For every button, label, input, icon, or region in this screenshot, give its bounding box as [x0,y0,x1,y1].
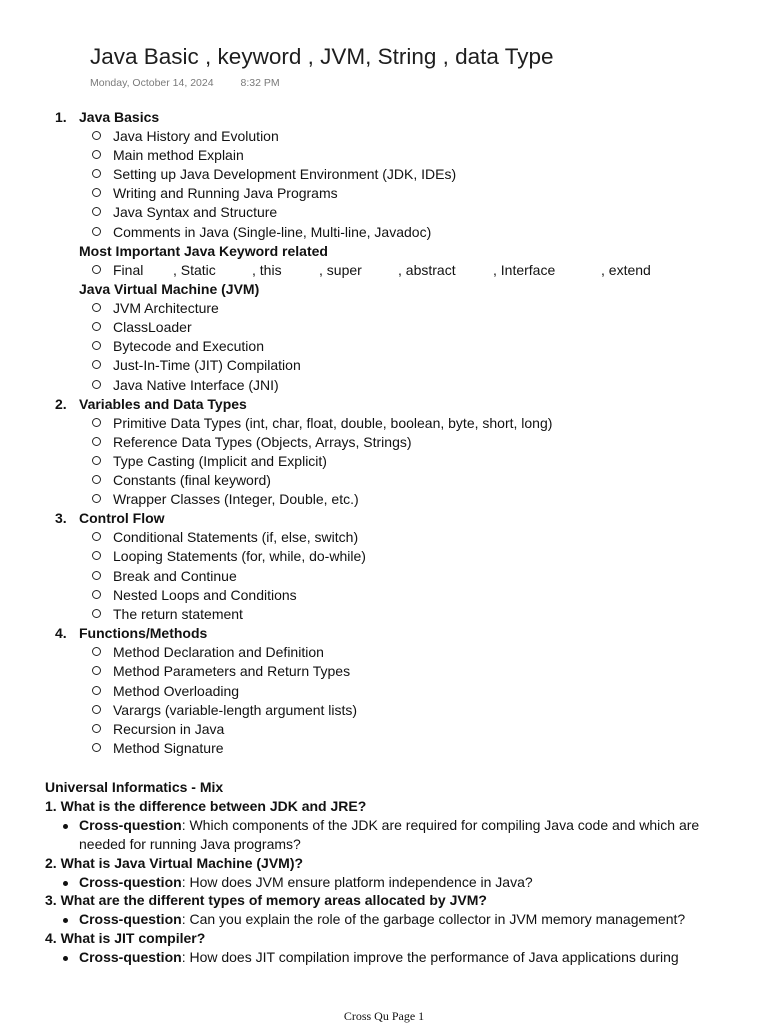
circle-bullet-icon [92,647,101,656]
keyword: , abstract [398,262,456,278]
section-heading: 2. Variables and Data Types [55,396,247,412]
list-item: JVM Architecture [92,299,219,318]
question: 3. What are the different types of memory areas allocated by JVM? [45,892,487,908]
circle-bullet-icon [92,551,101,560]
circle-bullet-icon [92,456,101,465]
cross-question: Cross-question: How does JVM ensure platform independence in Java? [63,873,743,892]
keyword: , super [319,262,362,278]
keyword: , Interface [493,262,556,278]
keywords-heading: Most Important Java Keyword related [79,243,328,259]
circle-bullet-icon [92,227,101,236]
list-item: ClassLoader [92,318,192,337]
keywords-row [92,261,692,280]
circle-bullet-icon [92,322,101,331]
mix-heading: Universal Informatics - Mix [45,779,224,795]
list-item: Type Casting (Implicit and Explicit) [92,452,327,471]
list-item: Nested Loops and Conditions [92,586,297,605]
bullet-dot-icon [63,824,68,829]
list-item: Break and Continue [92,567,237,586]
bullet-dot-icon [63,956,68,961]
jvm-heading: Java Virtual Machine (JVM) [79,281,260,297]
circle-bullet-icon [92,494,101,503]
circle-bullet-icon [92,590,101,599]
list-item: Reference Data Types (Objects, Arrays, Strings) [92,433,412,452]
list-item: Method Overloading [92,682,239,701]
list-item: Java Syntax and Structure [92,203,277,222]
list-item: Comments in Java (Single-line, Multi-line, Javadoc) [92,223,431,242]
question: 2. What is Java Virtual Machine (JVM)? [45,855,304,871]
circle-bullet-icon [92,150,101,159]
cross-question: Cross-question: Can you explain the role of the garbage collector in JVM memory management? [63,910,743,929]
circle-bullet-icon [92,475,101,484]
circle-bullet-icon [92,169,101,178]
circle-bullet-icon [92,188,101,197]
list-item: The return statement [92,605,243,624]
page-time: 8:32 PM [240,77,280,89]
bullet-dot-icon [63,881,68,886]
list-item: Java History and Evolution [92,127,279,146]
list-item: Method Signature [92,739,224,758]
list-item: Bytecode and Execution [92,337,264,356]
circle-bullet-icon [92,265,101,274]
list-item: Looping Statements (for, while, do-while) [92,547,366,566]
circle-bullet-icon [92,532,101,541]
page-date: Monday, October 14, 2024 [90,77,214,89]
circle-bullet-icon [92,341,101,350]
section-heading: 1. Java Basics [55,109,160,125]
bullet-dot-icon [63,918,68,923]
keyword: Final [113,262,144,278]
list-item: Varargs (variable-length argument lists) [92,701,357,720]
question: 1. What is the difference between JDK and JRE? [45,798,367,814]
page-footer: Cross Qu Page 1 [343,1009,425,1023]
circle-bullet-icon [92,207,101,216]
keyword: , Static [173,262,216,278]
list-item: Constants (final keyword) [92,471,271,490]
circle-bullet-icon [92,666,101,675]
list-item: Method Parameters and Return Types [92,662,350,681]
circle-bullet-icon [92,360,101,369]
keyword: , extend [601,262,651,278]
section-heading: 3. Control Flow [55,510,165,526]
keyword: , this [252,262,282,278]
circle-bullet-icon [92,686,101,695]
circle-bullet-icon [92,380,101,389]
list-item: Conditional Statements (if, else, switch) [92,528,358,547]
list-item: Primitive Data Types (int, char, float, double, boolean, byte, short, long) [92,414,552,433]
circle-bullet-icon [92,131,101,140]
circle-bullet-icon [92,609,101,618]
list-item: Wrapper Classes (Integer, Double, etc.) [92,490,359,509]
circle-bullet-icon [92,724,101,733]
list-item: Method Declaration and Definition [92,643,324,662]
section-heading: 4. Functions/Methods [55,625,208,641]
circle-bullet-icon [92,437,101,446]
list-item: Setting up Java Development Environment (JDK, IDEs) [92,165,456,184]
circle-bullet-icon [92,743,101,752]
list-item: Just-In-Time (JIT) Compilation [92,356,301,375]
list-item: Writing and Running Java Programs [92,184,338,203]
list-item: Recursion in Java [92,720,224,739]
list-item: Java Native Interface (JNI) [92,376,279,395]
cross-question: Cross-question: Which components of the JDK are required for compiling Java code and which are needed for running Java programs? [63,816,743,854]
cross-question: Cross-question: How does JIT compilation improve the performance of Java applications during [63,948,743,967]
question: 4. What is JIT compiler? [45,930,206,946]
circle-bullet-icon [92,303,101,312]
circle-bullet-icon [92,418,101,427]
page-meta [90,77,280,89]
circle-bullet-icon [92,571,101,580]
list-item: Main method Explain [92,146,244,165]
circle-bullet-icon [92,705,101,714]
page-title: Java Basic , keyword , JVM, String , data Type [90,44,554,69]
